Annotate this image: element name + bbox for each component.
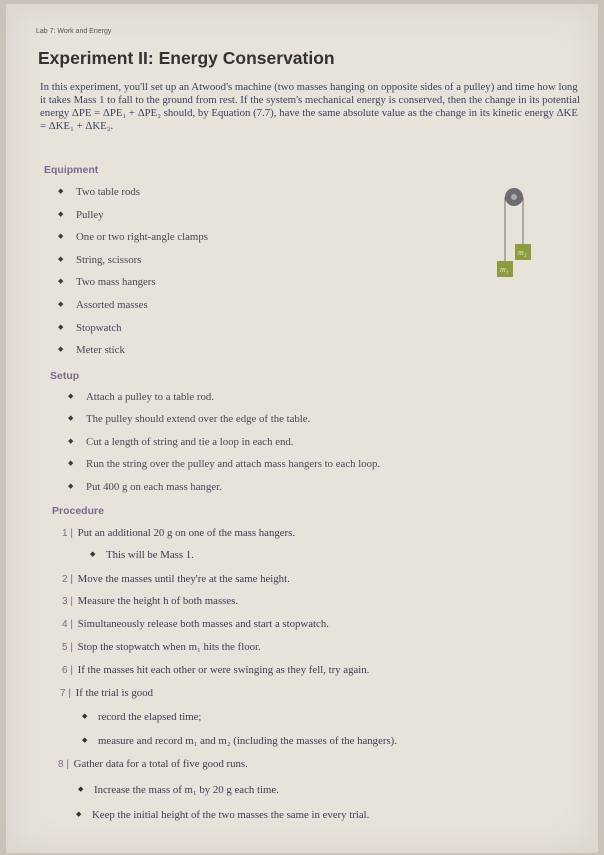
list-item: ◆ One or two right-angle clamps [58,231,208,254]
page-title: Experiment II: Energy Conservation [38,48,335,68]
list-item: ◆ Meter stick [58,344,208,367]
list-item: ◆ String, scissors [58,254,208,277]
procedure-step: 6 | If the masses hit each other or were swinging as they fell, try again. [62,664,370,676]
setup-list [68,391,380,503]
procedure-step: 4 | Simultaneously release both masses and start a stopwatch. [62,618,329,630]
list-item: ◆ Two mass hangers [58,276,208,299]
procedure-step: 2 | Move the masses until they're at the same height. [62,573,290,585]
procedure-substep: ◆ This will be Mass 1. [90,549,194,561]
procedure-substep: ◆ Increase the mass of m₁ by 20 g each time. [78,784,279,796]
intro-paragraph: In this experiment, you'll set up an Atwood's machine (two masses hanging on opposite sides of a pulley) and time how long it takes Mass 1 to fall to the ground from rest. If the system's mechanical energy is conserved, then the change in its potential energy ΔPE = ΔPE₁ + ΔPE₂ should, by Equation (7.7), have the same absolute value as the change in its kinetic energy ΔKE = ΔKE₁ + ΔKE₂. [40,81,580,132]
list-item: ◆ Attach a pulley to a table rod. [68,391,380,413]
procedure-step: 3 | Measure the height h of both masses. [62,595,239,607]
list-item: ◆ Run the string over the pulley and attach mass hangers to each loop. [68,458,380,480]
setup-heading: Setup [50,370,80,382]
equipment-list [58,186,208,367]
running-head: Lab 7: Work and Energy [36,28,112,35]
equipment-heading: Equipment [44,164,99,176]
procedure-step: 1 | Put an additional 20 g on one of the mass hangers. [62,527,296,539]
atwood-machine-figure [489,187,539,297]
procedure-substep: ◆ measure and record m₁ and m₂ (including the masses of the hangers). [82,735,397,747]
list-item: ◆ The pulley should extend over the edge of the table. [68,413,380,435]
procedure-step: 5 | Stop the stopwatch when m₁ hits the floor. [62,641,261,653]
list-item: ◆ Cut a length of string and tie a loop in each end. [68,436,380,458]
list-item: ◆ Two table rods [58,186,208,209]
document-page [6,4,598,853]
procedure-substep: ◆ record the elapsed time; [82,711,201,723]
mass-m1-label: m₁ [500,265,509,274]
procedure-substep: ◆ Keep the initial height of the two masses the same in every trial. [76,809,369,821]
list-item: ◆ Put 400 g on each mass hanger. [68,481,380,503]
list-item: ◆ Pulley [58,209,208,232]
procedure-step: 7 | If the trial is good [60,687,154,699]
procedure-step: 8 | Gather data for a total of five good runs. [58,758,248,770]
list-item: ◆ Stopwatch [58,322,208,345]
procedure-heading: Procedure [52,505,104,517]
list-item: ◆ Assorted masses [58,299,208,322]
mass-m2-label: m₂ [518,248,527,257]
